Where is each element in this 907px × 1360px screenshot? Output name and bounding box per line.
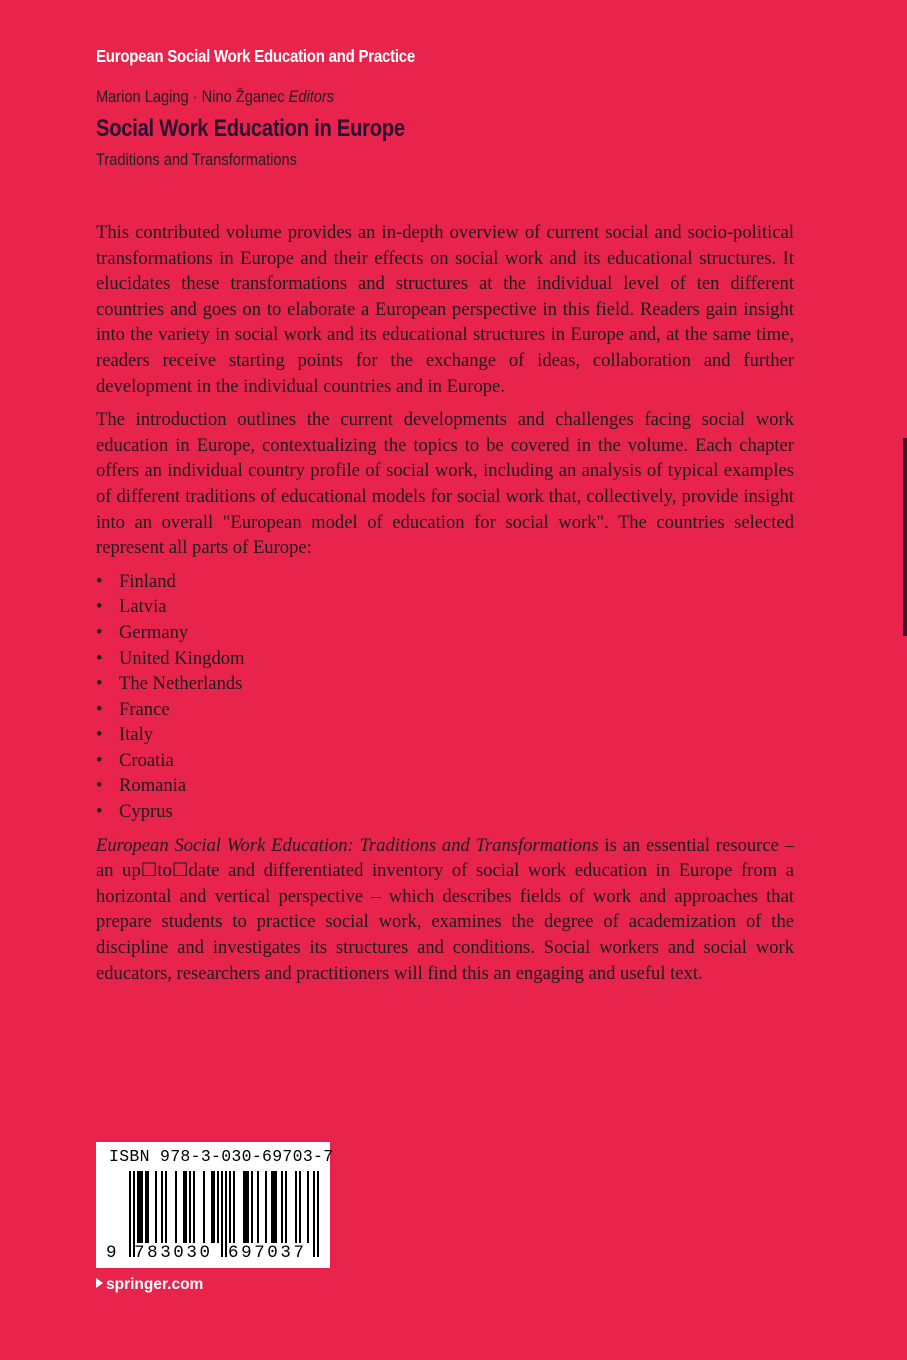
- ean-left-digits: 783030: [134, 1243, 213, 1263]
- triangle-right-icon: [96, 1278, 103, 1288]
- barcode-bar: [281, 1171, 283, 1243]
- barcode-bar: [221, 1171, 223, 1257]
- barcode-bar: [273, 1171, 275, 1243]
- barcode-bar: [257, 1171, 259, 1243]
- barcode-bar: [251, 1171, 253, 1243]
- barcode-bar: [137, 1171, 139, 1243]
- description-paragraph-3: [96, 833, 794, 987]
- barcode-bar: [147, 1171, 149, 1243]
- barcode-bar: [193, 1171, 195, 1243]
- barcode-bar: [145, 1171, 147, 1243]
- barcode-bar: [265, 1171, 267, 1243]
- description-paragraph-3-rest: is an essential resource – an up☐to☐date and differentiated inventory of social work education in Europe from a horizontal and vertical perspective – which describes fields of work and approaches that prepare students to practice social work, examines the degree of academization of the discipline and investigates its structures and conditions. Social workers and social work educators, researchers and practitioners will find this an engaging and useful text.: [96, 834, 794, 984]
- country-item: • United Kingdom: [96, 646, 794, 672]
- barcode-bar: [225, 1171, 227, 1257]
- description: [96, 220, 794, 994]
- editors-role: Editors: [288, 87, 335, 106]
- country-item: • The Netherlands: [96, 671, 794, 697]
- book-subtitle: Traditions and Transformations: [96, 150, 297, 169]
- isbn-label: ISBN 978-3-030-69703-7: [109, 1147, 334, 1166]
- barcode-bar: [183, 1171, 185, 1243]
- ean-right-digits: 697037: [228, 1243, 307, 1263]
- barcode-bar: [155, 1171, 157, 1243]
- editors-names: Marion Laging · Nino Žganec: [96, 87, 285, 106]
- barcode-bar: [129, 1171, 131, 1257]
- barcode-bar: [245, 1171, 247, 1243]
- barcode-bar: [299, 1171, 301, 1243]
- barcode-bar: [285, 1171, 287, 1243]
- barcode-bar: [233, 1171, 235, 1243]
- edge-mark: [903, 438, 907, 636]
- country-item: • Germany: [96, 620, 794, 646]
- publisher-link[interactable]: [96, 1276, 203, 1294]
- barcode-bar: [307, 1171, 309, 1243]
- series-title: European Social Work Education and Practice: [96, 46, 415, 66]
- barcode-bar: [243, 1171, 245, 1243]
- book-series-title-italic: European Social Work Education: Traditions and Transformations: [96, 834, 599, 856]
- country-item: • Cyprus: [96, 799, 794, 825]
- barcode-bar: [165, 1171, 167, 1243]
- country-item: • Romania: [96, 773, 794, 799]
- barcode-bar: [213, 1171, 215, 1243]
- barcode-bar: [275, 1171, 277, 1243]
- barcode-bar: [295, 1171, 297, 1243]
- barcode-bar: [203, 1171, 205, 1243]
- barcode-bar: [161, 1171, 163, 1243]
- barcode-bar: [139, 1171, 141, 1243]
- country-item: • France: [96, 697, 794, 723]
- editors-line: [96, 87, 334, 107]
- description-paragraph-1: This contributed volume provides an in-depth overview of current social and socio-political transformations in Europe and their effects on social work and its educational structures. It elucidates these transformations and structures at the individual level of ten different countries and goes on to elaborate a European perspective in this field. Readers gain insight into the variety in social work and its educational structures in Europe and, at the same time, readers receive starting points for the exchange of ideas, collaboration and further development in the individual countries and in Europe.: [96, 222, 794, 397]
- barcode-bar: [317, 1171, 319, 1257]
- book-title: Social Work Education in Europe: [96, 115, 405, 142]
- country-item: • Latvia: [96, 594, 794, 620]
- barcode-bar: [271, 1171, 273, 1243]
- publisher-url: springer.com: [106, 1276, 204, 1293]
- barcode-bar: [189, 1171, 191, 1243]
- barcode-bar: [247, 1171, 249, 1243]
- country-item: • Croatia: [96, 748, 794, 774]
- barcode-bar: [229, 1171, 231, 1243]
- description-paragraph-2: The introduction outlines the current developments and challenges facing social work education in Europe, contextualizing the topics to be covered in the volume. Each chapter offers an individual country profile of social work, including an analysis of typical examples of different traditions of educational models for social work that, collectively, provide insight into an overall "European model of education for social work". The countries selected represent all parts of Europe:: [96, 409, 794, 559]
- barcode-bar: [313, 1171, 315, 1257]
- barcode-bar: [217, 1171, 219, 1243]
- country-list: [96, 569, 794, 825]
- barcode-bar: [175, 1171, 177, 1243]
- barcode-bar: [211, 1171, 213, 1243]
- barcode-bar: [141, 1171, 143, 1243]
- barcode-box: [96, 1142, 334, 1268]
- ean-first-digit: 9: [106, 1243, 117, 1263]
- country-item: • Finland: [96, 569, 794, 595]
- barcode-bar: [185, 1171, 187, 1243]
- country-item: • Italy: [96, 722, 794, 748]
